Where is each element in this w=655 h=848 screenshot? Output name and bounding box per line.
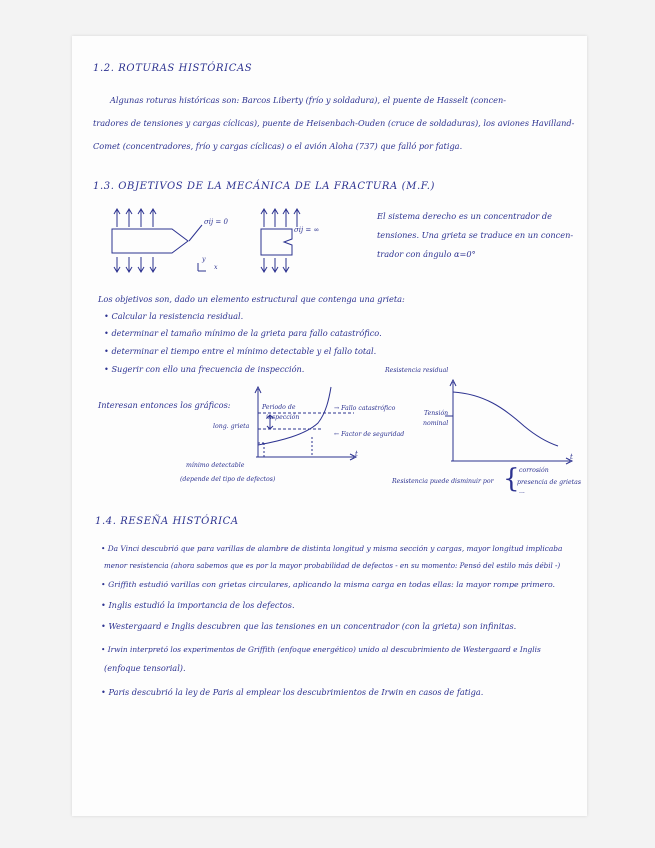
brace-item: corrosión: [519, 467, 549, 474]
specimen-crack-diagram: [258, 205, 328, 275]
fallo-label: → Fallo catastrófico: [334, 405, 396, 412]
tension-label-2: nominal: [423, 420, 449, 427]
graphs-intro: Interesan entonces los gráficos:: [98, 400, 231, 410]
periodo-label-1: Periodo de: [262, 404, 296, 411]
section-title-1-2: 1.2. ROTURAS HISTÓRICAS: [93, 63, 253, 74]
section-title-1-4: 1.4. RESEÑA HISTÓRICA: [95, 516, 239, 527]
minimo-label: mínimo detectable: [186, 462, 245, 469]
objective-item: • Sugerir con ello una frecuencia de inspección.: [104, 364, 305, 374]
section-title-1-3: 1.3. OBJETIVOS DE LA MECÁNICA DE LA FRACTURA (M.F.): [93, 181, 435, 192]
sigma-zero-label: σij = 0: [204, 218, 228, 226]
objective-item: • Calcular la resistencia residual.: [104, 311, 244, 321]
left-graph-ylabel: long. grieta: [213, 423, 250, 430]
history-item-cont: menor resistencia (ahora sabemos que es por la mayor probabilidad de defectos - en su momento: Pensó del estilo más débil -): [104, 561, 561, 570]
axis-x-label: x: [214, 264, 218, 271]
crack-growth-graph: [250, 385, 365, 465]
history-item: • Westergaard e Inglis descubren que las tensiones en un concentrador (con la grieta) son infinitas.: [101, 621, 517, 631]
side-note-line-1: El sistema derecho es un concentrador de: [377, 211, 552, 221]
side-note-line-3: trador con ángulo α=0°: [377, 249, 476, 259]
paragraph-line-2: tradores de tensiones y cargas cíclicas), puente de Heisenbach-Ouden (cruce de soldaduras), los aviones Havilland-: [93, 118, 575, 128]
objectives-intro: Los objetivos son, dado un elemento estructural que contenga una grieta:: [98, 294, 405, 304]
axis-y-label: y: [202, 256, 206, 263]
residual-strength-graph: [444, 378, 584, 468]
depende-label: (depende del tipo de defectos): [180, 476, 276, 483]
history-item-cont: (enfoque tensorial).: [104, 663, 186, 673]
specimen-notch-diagram: [110, 205, 250, 275]
history-item: • Griffith estudió varillas con grietas circulares, aplicando la misma carga en todas ellas: la mayor rompe primero.: [101, 580, 556, 589]
periodo-label-2: inspección: [266, 414, 300, 421]
objective-item: • determinar el tiempo entre el mínimo detectable y el fallo total.: [104, 346, 377, 356]
history-item: • Da Vinci descubrió que para varillas de alambre de distinta longitud y misma sección y cargas, mayor longitud implicaba: [101, 544, 563, 553]
history-item: • Paris descubrió la ley de Paris al emplear los descubrimientos de Irwin en casos de fatiga.: [101, 687, 484, 697]
brace-item: ...: [519, 488, 525, 495]
history-item: • Irwin interpretó los experimentos de Griffith (enfoque energético) unido al descubrimiento de Westergaard e Inglis: [101, 645, 541, 654]
history-item: • Inglis estudió la importancia de los defectos.: [101, 600, 295, 610]
paragraph-line-1: Algunas roturas históricas son: Barcos Liberty (frío y soldadura), el puente de Hasselt (concen-: [110, 95, 507, 105]
brace-item: presencia de grietas: [517, 479, 582, 486]
right-graph-xlabel: t: [570, 453, 573, 461]
sigma-infinite-label: σij = ∞: [294, 226, 320, 234]
left-graph-xlabel: t: [355, 450, 358, 458]
tension-label-1: Tensión: [424, 410, 449, 417]
brace-icon: {: [503, 464, 520, 494]
factor-label: ← Factor de seguridad: [334, 431, 405, 438]
side-note-line-2: tensiones. Una grieta se traduce en un concen-: [377, 230, 574, 240]
right-graph-ylabel: Resistencia residual: [385, 367, 449, 374]
paragraph-line-3: Comet (concentradores, frío y cargas cíclicas) o el avión Aloha (737) que falló por fatiga.: [93, 141, 463, 151]
objective-item: • determinar el tamaño mínimo de la grieta para fallo catastrófico.: [104, 328, 382, 338]
resistencia-caption: Resistencia puede disminuir por: [392, 478, 494, 485]
